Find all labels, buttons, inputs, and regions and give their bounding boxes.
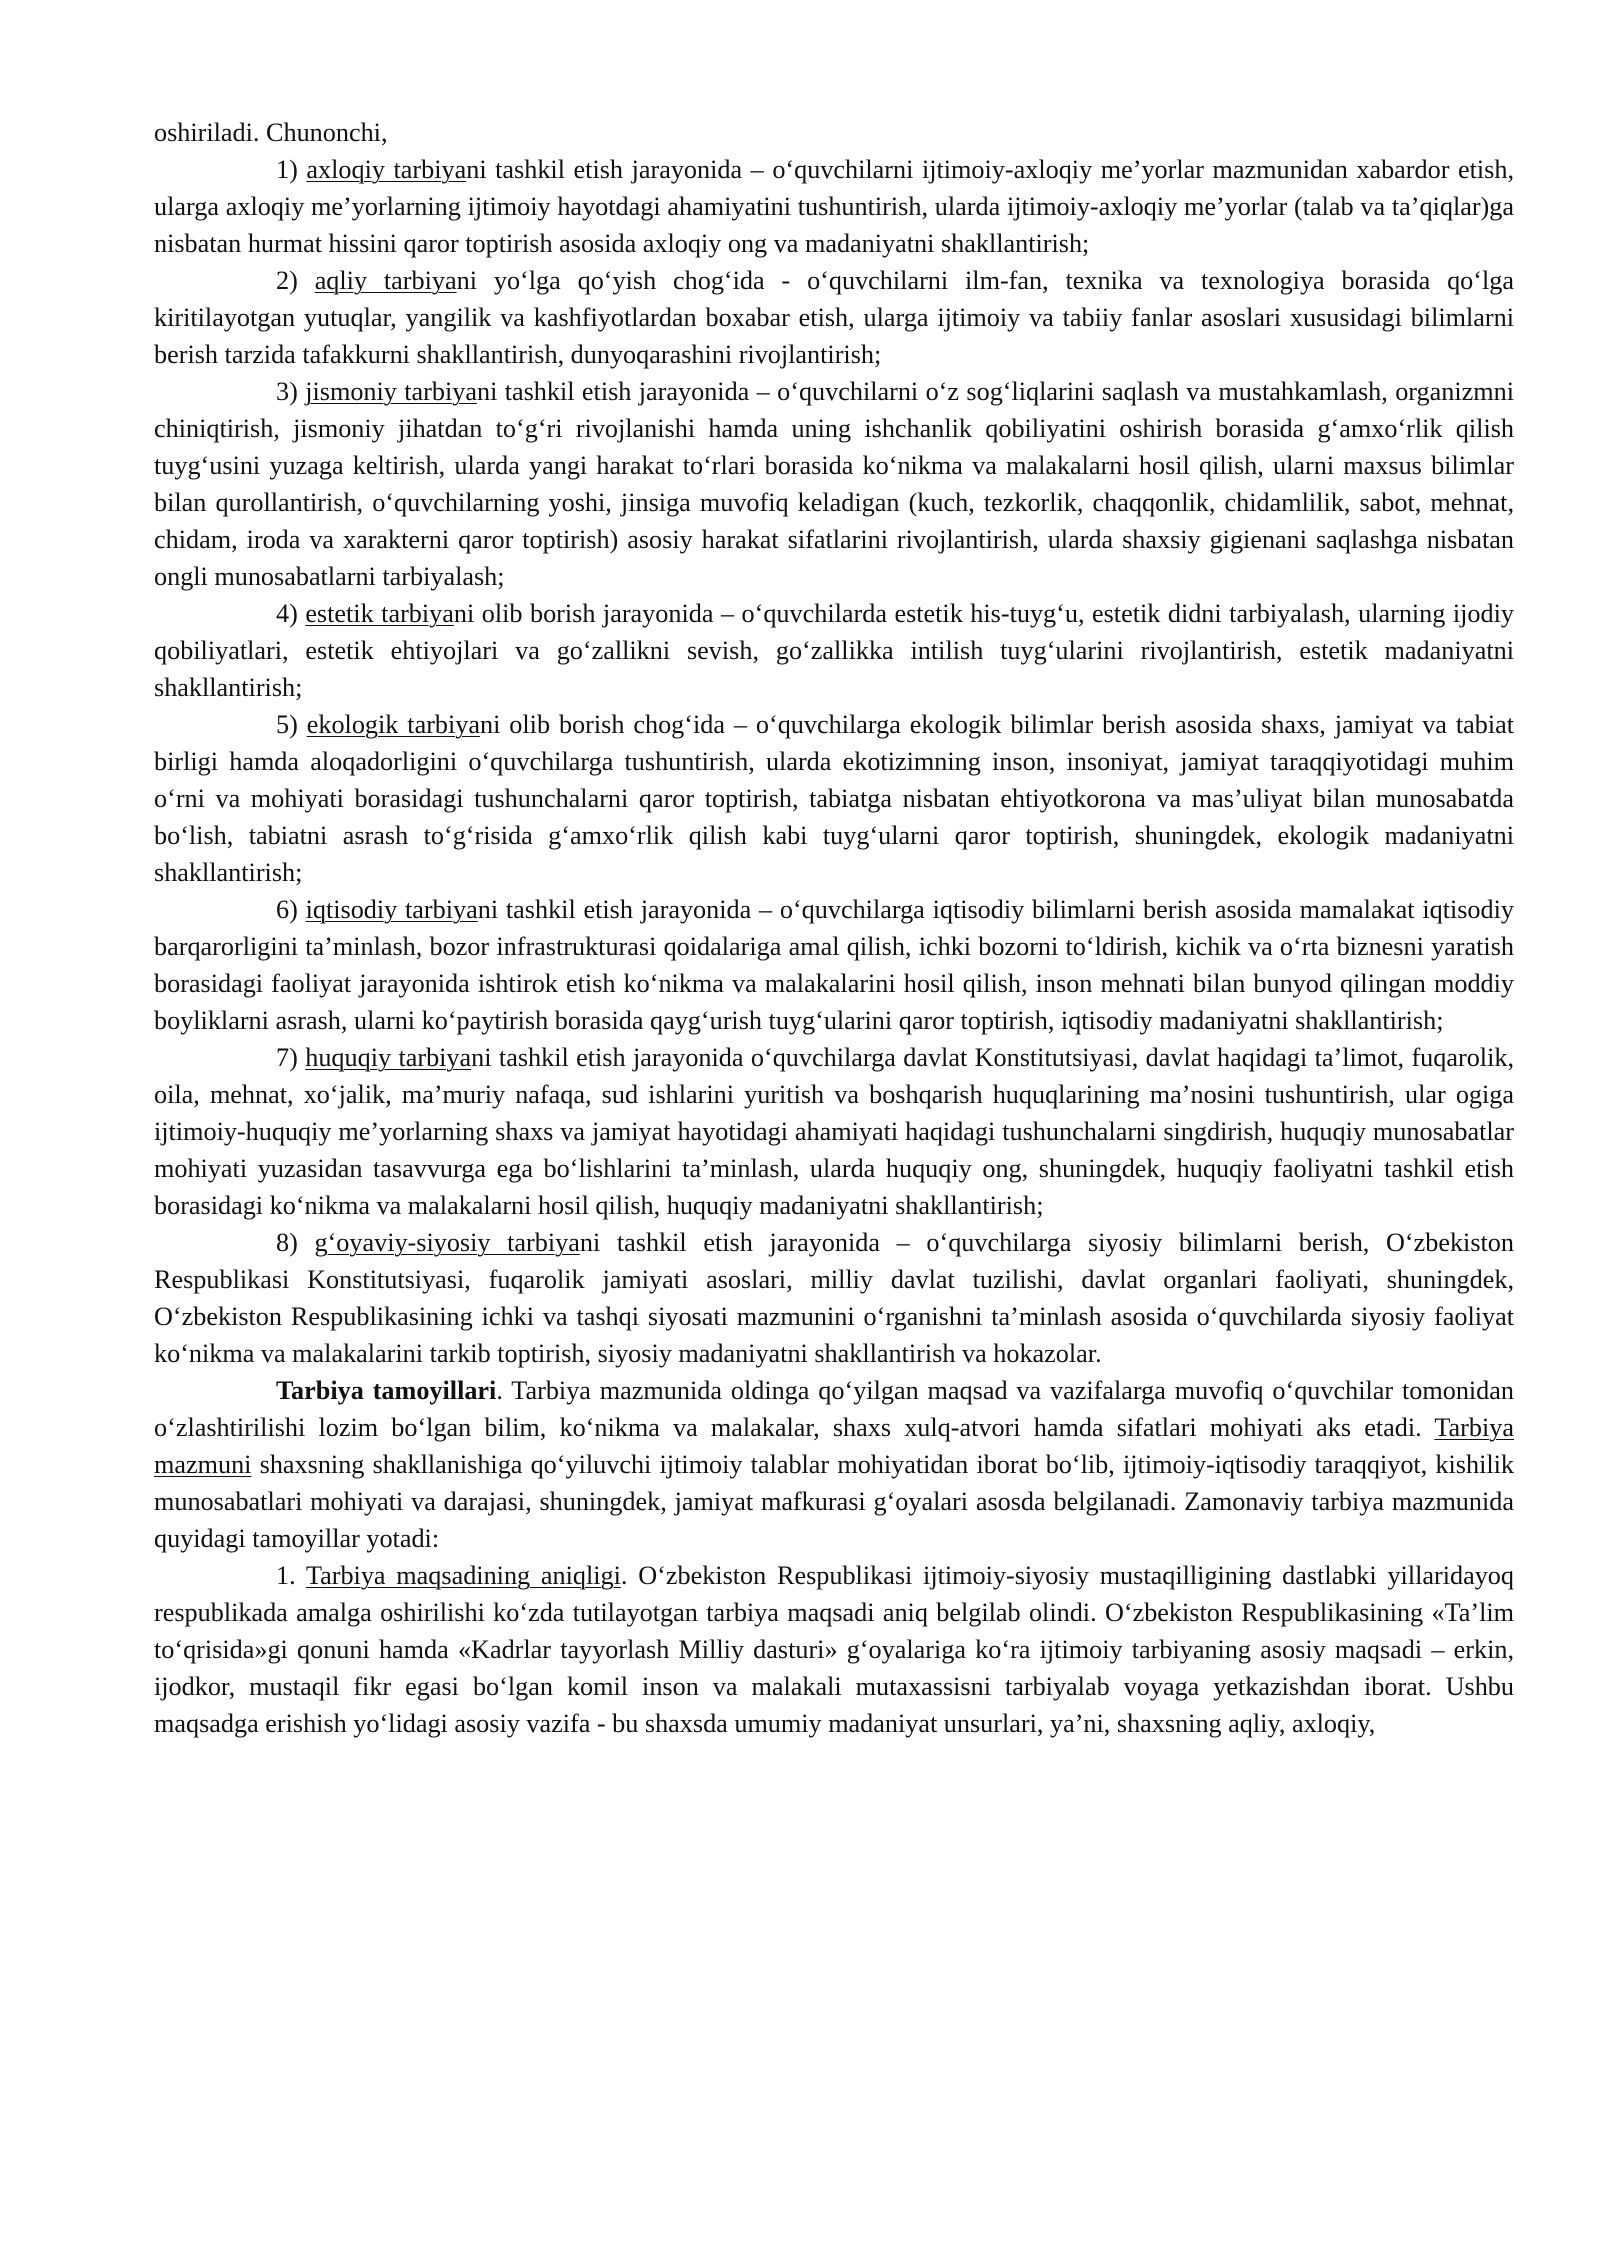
item-text: ni tashkil etish jarayonida – oʻquvchilarni ijtimoiy-axloqiy meʼyorlar mazmunidan xabardor etish, ularga axloqiy meʼyorlarning ijtimoiy hayotdagi ahamiyatini tushuntirish, ularda ijtimoiy-axloqiy meʼyorlar (talab va taʼqiqlar)ga nisbatan hurmat hissini qaror toptirish asosida axloqiy ong va madaniyatni shakllantirish; [154,155,1514,258]
item-number: 5) [276,710,307,739]
item-term: aqliy tarbiya [314,266,457,295]
item-text: ni yoʻlga qoʻyish chogʻida - oʻquvchilarni ilm-fan, texnika va texnologiya borasida qoʻlga kiritilayotgan yutuqlar, yangilik va kashfiyotlardan boxabar etish, ularga ijtimoiy va tabiiy fanlar asoslari xususidagi bilimlarni berish tarzida tafakkurni shakllantirish, dunyoqarashini rivojlantirish; [154,266,1514,369]
item-text: ni tashkil etish jarayonida – oʻquvchilarga iqtisodiy bilimlarni berish asosida mamalakat iqtisodiy barqarorligini taʼminlash, bozor infrastrukturasi qoidalariga amal qilish, ichki bozorni toʻldirish, kichik va oʻrta biznesni yaratish borasidagi faoliyat jarayonida ishtirok etish koʻnikma va malakalarini hosil qilish, inson mehnati bilan bunyod qilingan moddiy boyliklarni asrash, ularni koʻpaytirish borasida qaygʻurish tuygʻularini qaror toptirish, iqtisodiy madaniyatni shakllantirish; [154,895,1514,1035]
item-number: 6) [276,895,306,924]
item-text: ni olib borish jarayonida – oʻquvchilarda estetik his-tuygʻu, estetik didni tarbiyalash, ularning ijodiy qobiliyatlari, estetik ehtiyojlari va goʻzallikni sevish, goʻzallikka intilish tuygʻularini rivojlantirish, estetik madaniyatni shakllantirish; [154,599,1514,702]
list-item-7 [154,1039,1514,1224]
intro-line: oshiriladi. Chunonchi, [154,118,388,147]
item-number: 8) [276,1228,315,1257]
item-text: ni tashkil etish jarayonida – oʻquvchilarni oʻz sogʻliqlarini saqlash va mustahkamlash, organizmni chiniqtirish, jismoniy jihatdan toʻgʻri rivojlanishi hamda uning ishchanlik qobiliyatini oshirish borasida gʻamxoʻrlik qilish tuygʻusini yuzaga keltirish, ularda yangi harakat toʻrlari borasida koʻnikma va malakalarni hosil qilish, ularni maxsus bilimlar bilan qurollantirish, oʻquvchilarning yoshi, jinsiga muvofiq keladigan (kuch, tezkorlik, chaqqonlik, chidamlilik, sabot, mehnat, chidam, iroda va xarakterni qaror toptirish) asosiy harakat sifatlarini rivojlantirish, ularda shaxsiy gigienani saqlashga nisbatan ongli munosabatlarni tarbiyalash; [154,377,1514,591]
item-number: 2) [276,266,315,295]
list-item-8 [154,1224,1514,1372]
item-text: ni tashkil etish jarayonida oʻquvchilarga davlat Konstitutsiyasi, davlat haqidagi taʼlimot, fuqarolik, oila, mehnat, xoʻjalik, maʼmuriy nafaqa, sud ishlarini yuritish va boshqarish huquqlarining maʼnosini tushuntirish, ular ogiga ijtimoiy-huquqiy meʼyorlarning shaxs va jamiyat hayotidagi ahamiyati haqidagi tushunchalarni singdirish, huquqiy munosabatlar mohiyati yuzasidan tasavvurga ega boʻlishlarini taʼminlash, ularda huquqiy ong, shuningdek, huquqiy faoliyatni tashkil etish borasidagi koʻnikma va malakalarni hosil qilish, huquqiy madaniyatni shakllantirish; [154,1043,1514,1220]
list-item-2 [154,262,1514,373]
item-number: 7) [276,1043,306,1072]
list-item-5 [154,706,1514,891]
section-heading: Tarbiya tamoyillari [276,1376,497,1405]
item-term: huquqiy tarbiya [305,1043,472,1072]
item-text: . Oʻzbekiston Respublikasi ijtimoiy-siyosiy mustaqilligining dastlabki yillaridayoq respublikada amalga oshirilishi koʻzda tutilayotgan tarbiya maqsadi aniq belgilab olindi. Oʻzbekiston Respublikasining «Taʼlim toʻqrisida»gi qonuni hamda «Kadrlar tayyorlash Milliy dasturi» gʻoyalariga koʻra ijtimoiy tarbiyaning asosiy maqsadi – erkin, ijodkor, mustaqil fikr egasi boʻlgan komil inson va malakali mutaxassisni tarbiyalab voyaga yetkazishdan iborat. Ushbu maqsadga erishish yoʻlidagi asosiy vazifa - bu shaxsda umumiy madaniyat unsurlari, yaʼni, shaxsning aqliy, axloqiy, [154,1561,1514,1738]
item-number: 1. [276,1561,306,1590]
list-item-6 [154,891,1514,1039]
item-term: ekologik tarbiya [306,710,481,739]
item-number: 4) [276,599,306,628]
item-text: ni tashkil etish jarayonida – oʻquvchilarga siyosiy bilimlarni berish, Oʻzbekiston Respublikasi Konstitutsiyasi, fuqarolik jamiyati asoslari, milliy davlat tuzilishi, davlat organlari faoliyati, shuningdek, Oʻzbekiston Respublikasining ichki va tashqi siyosati mazmunini oʻrganishni taʼminlash asosida oʻquvchilarda siyosiy faoliyat koʻnikma va malakalarini tarkib toptirish, siyosiy madaniyatni shakllantirish va hokazolar. [154,1228,1514,1368]
list-item-3 [154,373,1514,595]
principle-item-1 [154,1557,1514,1742]
underlined-term: Tarbiya mazmuni [154,1413,1514,1479]
list-item-4 [154,595,1514,706]
item-term: jismoniy tarbiya [305,377,477,406]
item-term: iqtisodiy tarbiya [305,895,478,924]
paragraph-text: shaxsning shakllanishiga qoʻyiluvchi ijtimoiy talablar mohiyatidan iborat boʻlib, ijtimoiy-iqtisodiy taraqqiyot, kishilik munosabatlari mohiyati va darajasi, shuningdek, jamiyat mafkurasi gʻoyalari asosda belgilanadi. Zamonaviy tarbiya mazmunida quyidagi tamoyillar yotadi: [154,1450,1514,1553]
item-number: 3) [276,377,306,406]
item-term: estetik tarbiya [305,599,454,628]
paragraph-text: . Tarbiya mazmunida oldinga qoʻyilgan maqsad va vazifalarga muvofiq oʻquvchilar tomonidan oʻzlashtirilishi lozim boʻlgan bilim, koʻnikma va malakalar, shaxs xulq-atvori hamda sifatlari mohiyati aks etadi. [154,1376,1514,1442]
item-number: 1) [276,155,307,184]
document-page [154,114,1514,1742]
item-text: ni olib borish chogʻida – oʻquvchilarga ekologik bilimlar berish asosida shaxs, jamiyat va tabiat birligi hamda aloqadorligini oʻquvchilarga tushuntirish, ularda ekotizimning inson, insoniyat, jamiyat taraqqiyotidagi muhim oʻrni va mohiyati borasidagi tushunchalarni qaror toptirish, tabiatga nisbatan ehtiyotkorona va masʼuliyat bilan munosabatda boʻlish, tabiatni asrash toʻgʻrisida gʻamxoʻrlik qilish kabi tuygʻularni qaror toptirish, shuningdek, ekologik madaniyatni shakllantirish; [154,710,1514,887]
item-term: gʻoyaviy-siyosiy tarbiya [314,1228,580,1257]
item-term: axloqiy tarbiya [306,155,467,184]
list-item-1 [154,151,1514,262]
principles-paragraph [154,1372,1514,1557]
item-term: Tarbiya maqsadining aniqligi [305,1561,621,1590]
